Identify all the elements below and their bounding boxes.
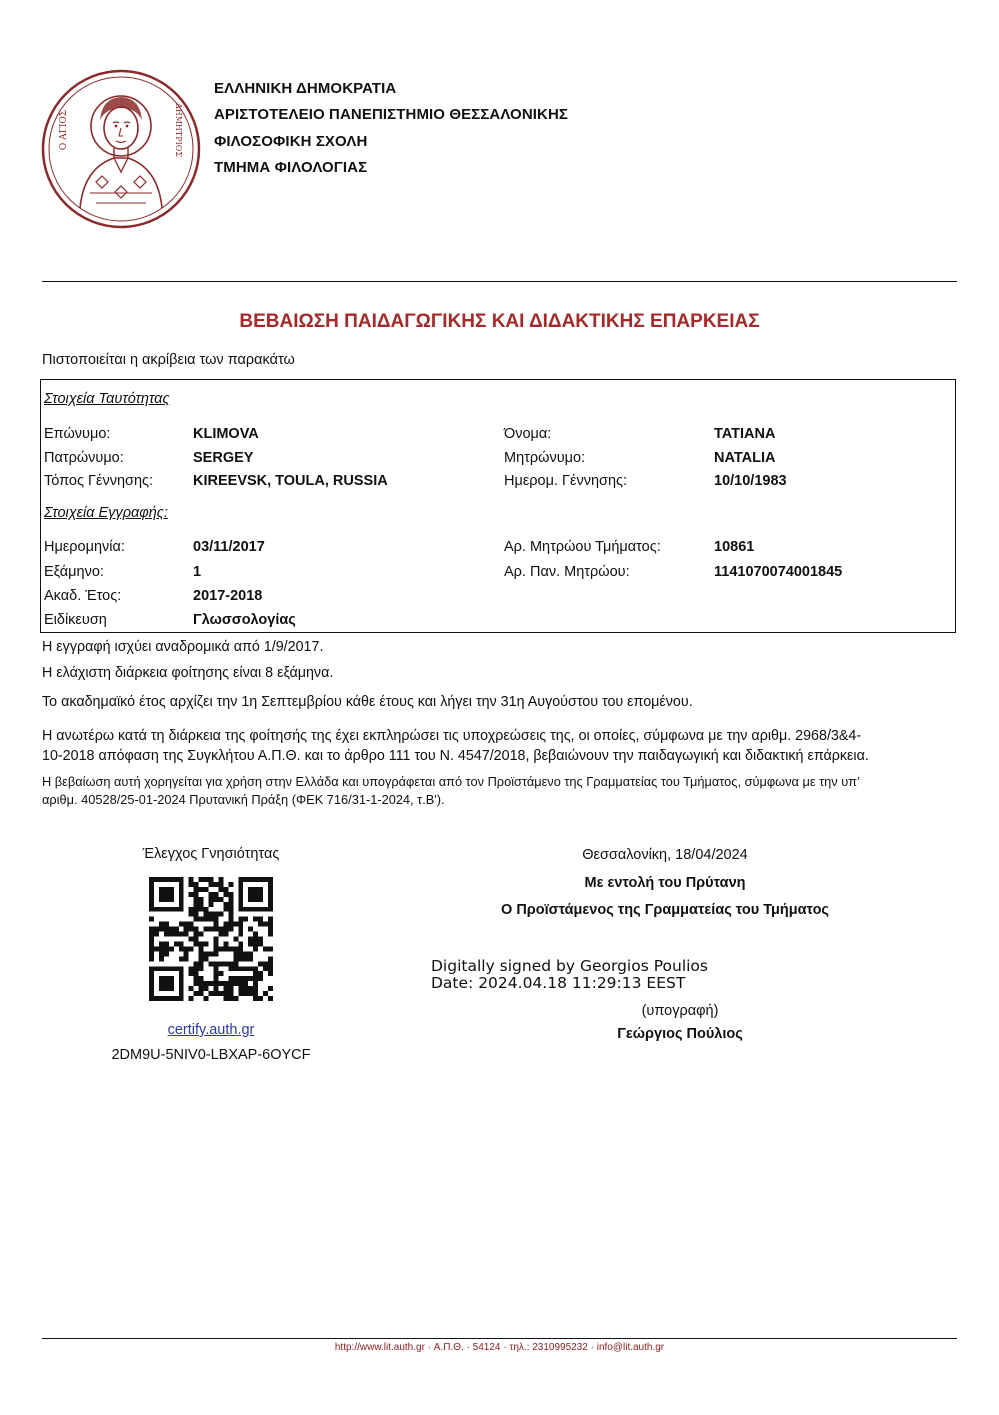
signer-name: Γεώργιος Πούλιος bbox=[617, 1026, 743, 1042]
university-seal-logo bbox=[40, 68, 202, 230]
header-line-university: ΑΡΙΣΤΟΤΕΛΕΙΟ ΠΑΝΕΠΙΣΤΗΜΙΟ ΘΕΣΣΑΛΟΝΙΚΗΣ bbox=[214, 106, 568, 123]
intro-text: Πιστοποιείται η ακρίβεια των παρακάτω bbox=[42, 352, 295, 368]
header-line-school: ΦΙΛΟΣΟΦΙΚΗ ΣΧΟΛΗ bbox=[214, 133, 368, 150]
qr-modules bbox=[149, 877, 273, 1001]
digital-signature-line-2: Date: 2024.04.18 11:29:13 EEST bbox=[431, 974, 686, 992]
paragraph-retroactive: Η εγγραφή ισχύει αναδρομικά από 1/9/2017. bbox=[42, 639, 324, 655]
specialization-label: Ειδίκευση bbox=[44, 612, 107, 628]
signature-label: (υπογραφή) bbox=[641, 1003, 719, 1019]
paragraph-min-duration: Η ελάχιστη διάρκεια φοίτησης είναι 8 εξάμηνα. bbox=[42, 665, 334, 681]
seal-text-right: ΔΗΜΗΤΡΙΟΣ bbox=[174, 102, 183, 158]
academic-year-value: 2017-2018 bbox=[193, 588, 263, 604]
student-details-box bbox=[40, 379, 956, 633]
paragraph-fulfillment-2: 10-2018 απόφαση της Συγκλήτου Α.Π.Θ. και το άρθρο 111 του Ν. 4547/2018, βεβαιώνουν την παιδαγωγική και διδακτική επάρκεια. bbox=[42, 748, 869, 764]
academic-year-label: Ακαδ. Έτος: bbox=[44, 588, 122, 604]
qr-code[interactable] bbox=[149, 877, 273, 1001]
semester-value: 1 bbox=[193, 564, 202, 580]
footer-contact: http://www.lit.auth.gr · Α.Π.Θ. · 54124 · τηλ.: 2310995232 · info@lit.auth.gr bbox=[334, 1342, 665, 1353]
digital-signature-line-1: Digitally signed by Georgios Poulios bbox=[431, 957, 708, 975]
paragraph-usage-2: αριθμ. 40528/25-01-2024 Πρυτανική Πράξη (ΦΕΚ 716/31-1-2024, τ.Β'). bbox=[42, 792, 445, 807]
footer-divider bbox=[42, 1338, 957, 1339]
identity-heading: Στοιχεία Ταυτότητας bbox=[44, 391, 170, 407]
digital-signature bbox=[431, 958, 708, 992]
paragraph-academic-year: Το ακαδημαϊκό έτος αρχίζει την 1η Σεπτεμβρίου κάθε έτους και λήγει την 31η Αυγούστου του επομένου. bbox=[42, 694, 693, 710]
paragraph-usage-1: Η βεβαίωση αυτή χορηγείται για χρήση στην Ελλάδα και υπογράφεται από τον Προϊστάμενο της Γραμματείας του Τμήματος, σύμφωνα με την υπ’ bbox=[42, 774, 860, 789]
certify-link-wrap bbox=[111, 1022, 311, 1038]
birthplace-value: KIREEVSK, TOULA, RUSSIA bbox=[193, 473, 388, 489]
authenticity-label: Έλεγχος Γνησιότητας bbox=[142, 846, 280, 862]
reg-date-value: 03/11/2017 bbox=[193, 539, 265, 555]
header-divider bbox=[42, 281, 957, 282]
rector-order: Με εντολή του Πρύτανη bbox=[584, 875, 746, 891]
place-date: Θεσσαλονίκη, 18/04/2024 bbox=[582, 847, 748, 863]
header-line-republic: ΕΛΛΗΝΙΚΗ ΔΗΜΟΚΡΑΤΙΑ bbox=[214, 80, 397, 97]
father-value: SERGEY bbox=[193, 450, 254, 466]
semester-label: Εξάμηνο: bbox=[44, 564, 104, 580]
name-value: TATIANA bbox=[714, 426, 776, 442]
surname-label: Επώνυμο: bbox=[44, 426, 111, 442]
dept-reg-label: Αρ. Μητρώου Τμήματος: bbox=[504, 539, 661, 555]
certify-link[interactable]: certify.auth.gr bbox=[167, 1022, 255, 1038]
birthplace-label: Τόπος Γέννησης: bbox=[44, 473, 154, 489]
birthdate-value: 10/10/1983 bbox=[714, 473, 787, 489]
mother-value: NATALIA bbox=[714, 450, 776, 466]
signer-role: Ο Προϊστάμενος της Γραμματείας του Τμήματος bbox=[501, 902, 829, 918]
seal-text-left: Ο ΑΓΙΟΣ bbox=[59, 109, 69, 151]
specialization-value: Γλωσσολογίας bbox=[193, 612, 296, 628]
surname-value: KLIMOVA bbox=[193, 426, 259, 442]
univ-reg-value: 1141070074001845 bbox=[714, 564, 843, 580]
header-line-department: ΤΜΗΜΑ ΦΙΛΟΛΟΓΙΑΣ bbox=[214, 159, 368, 176]
document-title: ΒΕΒΑΙΩΣΗ ΠΑΙΔΑΓΩΓΙΚΗΣ ΚΑΙ ΔΙΔΑΚΤΙΚΗΣ ΕΠΑΡΚΕΙΑΣ bbox=[239, 311, 760, 332]
father-label: Πατρώνυμο: bbox=[44, 450, 124, 466]
registration-heading: Στοιχεία Εγγραφής: bbox=[44, 505, 168, 521]
reg-date-label: Ημερομηνία: bbox=[44, 539, 125, 555]
verification-code: 2DM9U-5NIV0-LBXAP-6OYCF bbox=[111, 1047, 311, 1063]
dept-reg-value: 10861 bbox=[714, 539, 755, 555]
mother-label: Μητρώνυμο: bbox=[504, 450, 586, 466]
paragraph-fulfillment-1: Η ανωτέρω κατά τη διάρκεια της φοίτησής της έχει εκπληρώσει τις υποχρεώσεις της, οι οποίες, σύμφωνα με την αριθμ. 2968/3&4- bbox=[42, 728, 862, 744]
birthdate-label: Ημερομ. Γέννησης: bbox=[504, 473, 628, 489]
univ-reg-label: Αρ. Παν. Μητρώου: bbox=[504, 564, 630, 580]
name-label: Όνομα: bbox=[504, 426, 552, 442]
